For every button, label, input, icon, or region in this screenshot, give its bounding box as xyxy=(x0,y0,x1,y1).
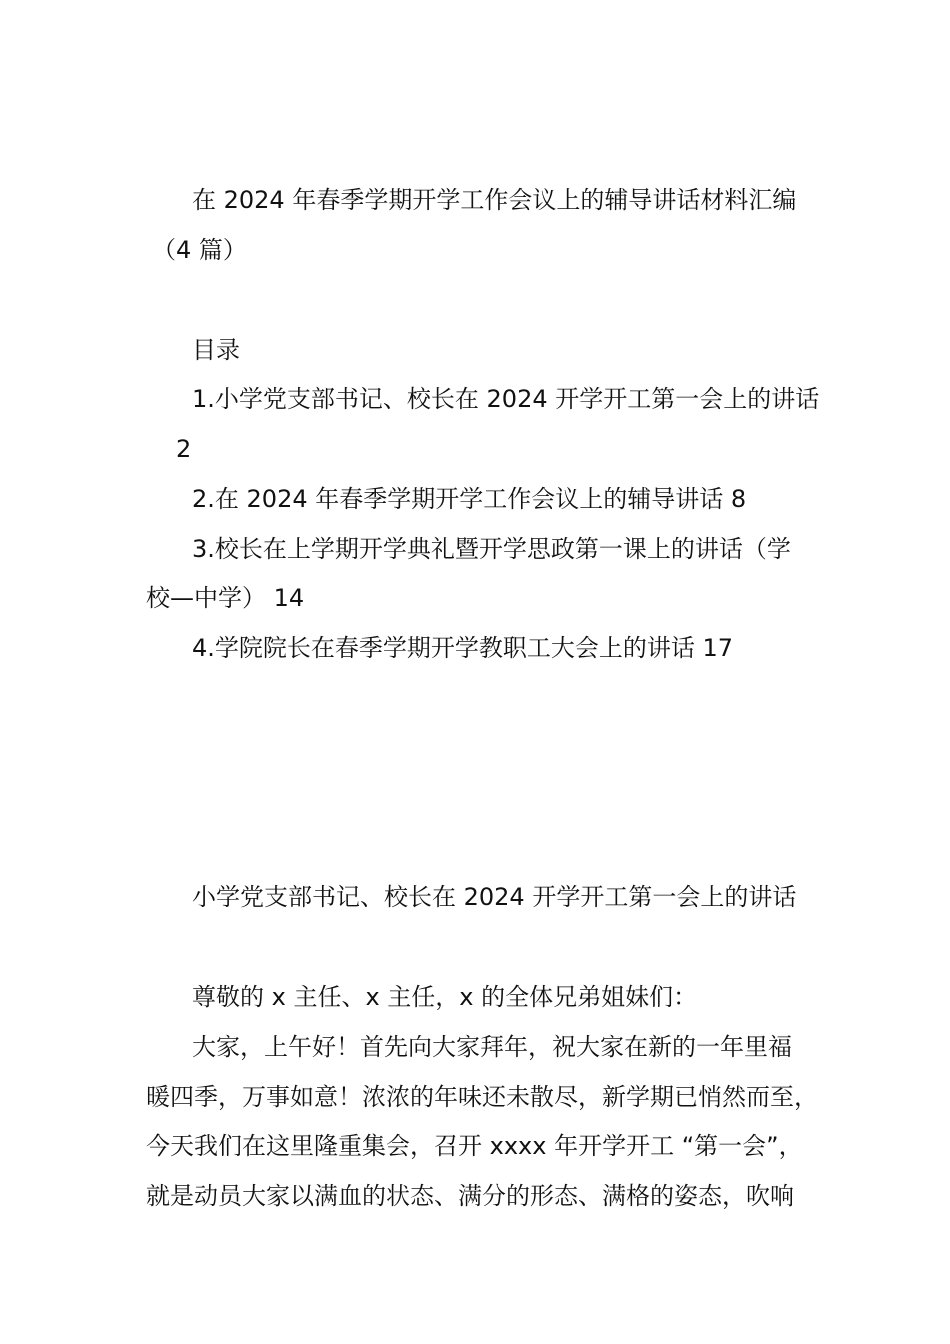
document-title-line-1: 在 2024 年春季学期开学工作会议上的辅导讲话材料汇编 xyxy=(192,186,797,214)
toc-item-3: 3.校长在上学期开学典礼暨开学思政第一课上的讲话（学 xyxy=(192,535,791,563)
toc-item-2: 2.在 2024 年春季学期开学工作会议上的辅导讲话 8 xyxy=(192,485,747,513)
article-paragraph-line-2: 暖四季，万事如意！浓浓的年味还未散尽，新学期已悄然而至， xyxy=(146,1083,818,1111)
document-title-line-2: （4 篇） xyxy=(152,236,247,264)
toc-item-4: 4.学院院长在春季学期开学教职工大会上的讲话 17 xyxy=(192,634,734,662)
article-paragraph-line-3: 今天我们在这里隆重集会，召开 xxxx 年开学开工 “第一会”， xyxy=(146,1132,803,1160)
article-salutation: 尊敬的 x 主任、x 主任，x 的全体兄弟姐妹们： xyxy=(192,983,698,1011)
article-paragraph-line-1: 大家，上午好！首先向大家拜年，祝大家在新的一年里福 xyxy=(192,1033,792,1061)
toc-item-1: 1.小学党支部书记、校长在 2024 开学开工第一会上的讲话 xyxy=(192,385,820,413)
article-title: 小学党支部书记、校长在 2024 开学开工第一会上的讲话 xyxy=(192,883,797,911)
toc-item-3-cont: 校—中学） 14 xyxy=(146,584,305,612)
toc-item-1-page: 2 xyxy=(176,435,192,463)
toc-heading: 目录 xyxy=(192,336,240,364)
article-paragraph-line-4: 就是动员大家以满血的状态、满分的形态、满格的姿态，吹响 xyxy=(146,1182,794,1210)
